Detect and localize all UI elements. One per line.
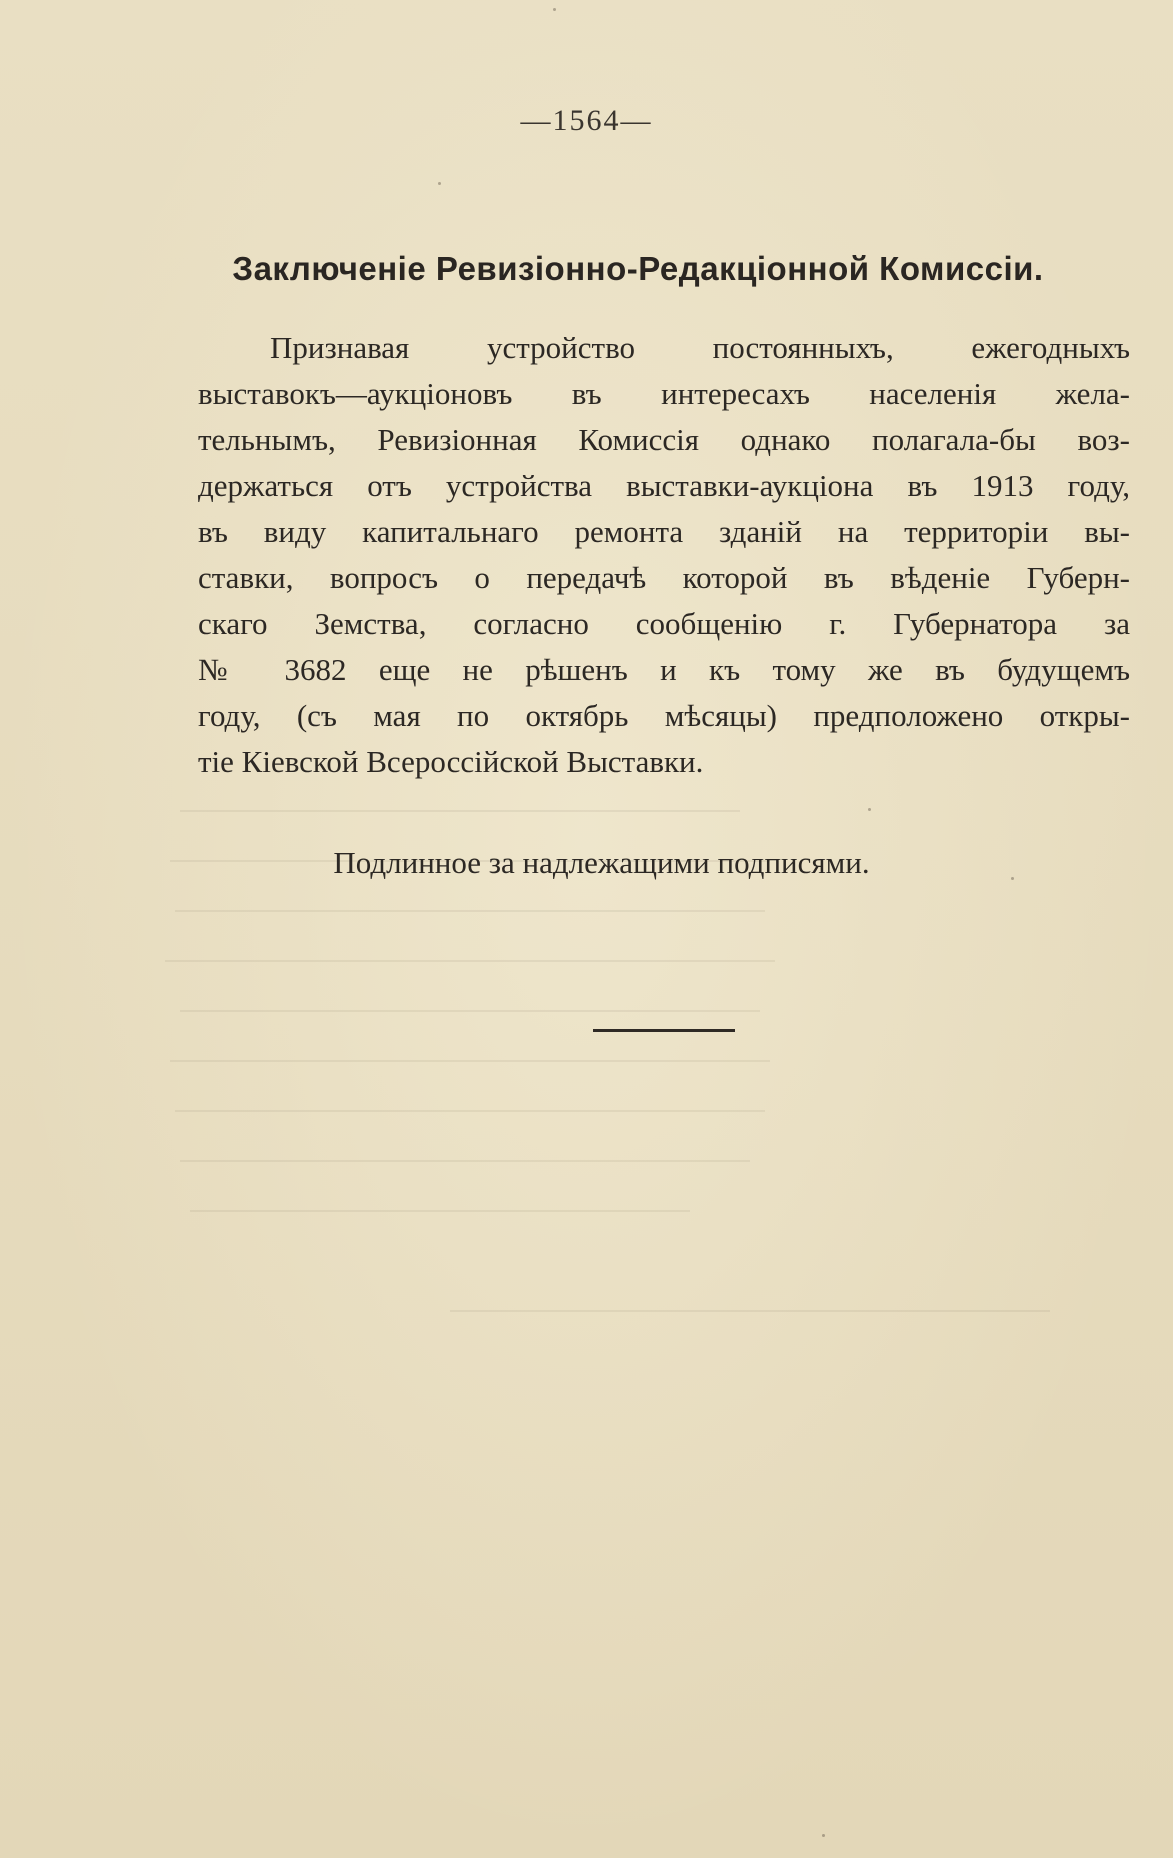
paragraph-line: выставокъ—аукціоновъ въ интересахъ населенія жела- [198,376,1130,411]
signature-note: Подлинное за надлежащими подписями. [333,845,870,880]
paragraph-line: году, (съ мая по октябрь мѣсяцы) предположено откры- [198,698,1130,733]
section-title: Заключеніе Ревизіонно-Редакціонной Комиссіи. [232,250,1044,287]
paper-speck [1011,877,1014,880]
paragraph-line: ставки, вопросъ о передачѣ которой въ вѣденіе Губерн- [198,560,1130,595]
paper-speck [438,182,441,185]
paper-speck [553,8,556,11]
page-number: —1564— [520,104,653,137]
paper-speck [822,1834,825,1837]
conclusion-paragraph [198,325,1130,785]
paragraph-line: тіе Кіевской Всероссійской Выставки. [198,744,704,779]
paragraph-line: держаться отъ устройства выставки-аукціона въ 1913 году, [198,468,1130,503]
reverse-side-bleed [150,800,1080,1500]
paragraph-line: тельнымъ, Ревизіонная Комиссія однако полагала-бы воз- [198,422,1130,457]
paragraph-line: Признавая устройство постоянныхъ, ежегодныхъ [270,330,1130,365]
paragraph-line: въ виду капитальнаго ремонта зданій на территоріи вы- [198,514,1130,549]
paragraph-line: скаго Земства, согласно сообщенію г. Губернатора за [198,606,1130,641]
paragraph-line: № 3682 еще не рѣшенъ и къ тому же въ будущемъ [198,652,1130,687]
horizontal-rule [593,1029,735,1032]
paper-speck [868,808,871,811]
